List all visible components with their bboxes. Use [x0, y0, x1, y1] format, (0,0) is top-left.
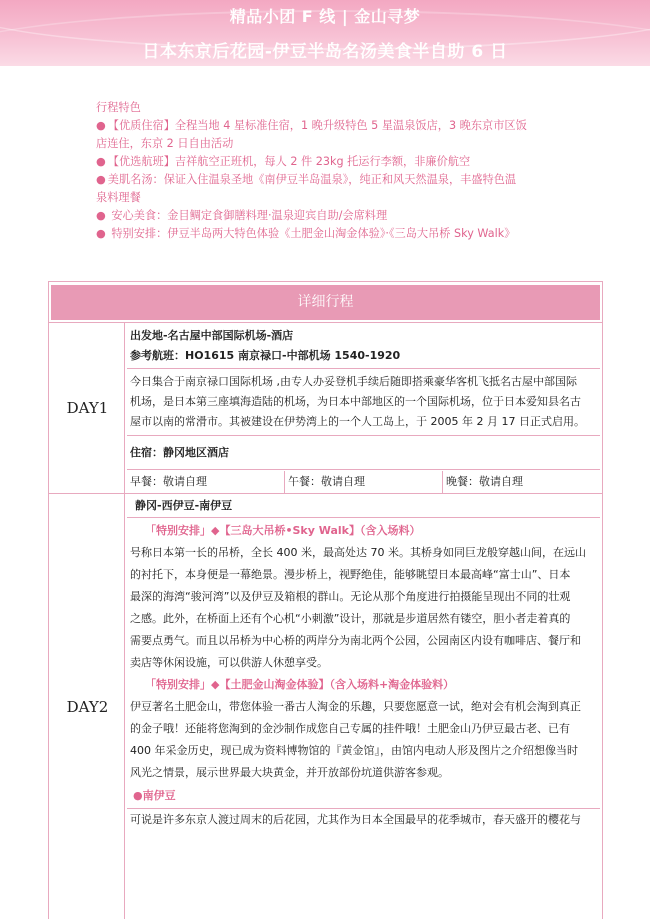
features-section: [96, 99, 566, 243]
day1-route: 出发地-名古屋中部国际机场-酒店: [130, 329, 294, 342]
day1-flight: 参考航班：HO1615 南京禄口-中部机场 1540-1920: [130, 349, 401, 362]
feature-text: 安心美食：金目鲷定食御膳料理·温泉迎宾自助/会席料理: [107, 209, 388, 222]
feature-line: [96, 117, 566, 135]
text-line: 号称日本第一长的吊桥，全长 400 米，最高处达 70 米。其桥身如同巨龙般穿越山间，在远山: [130, 546, 586, 559]
day2-route: 静冈-西伊豆-南伊豆: [127, 494, 600, 518]
feature-line: [96, 171, 566, 189]
special-arrangement-text: [127, 542, 600, 674]
text-line: 需要点勇气。而且以吊桥为中心桥的两岸分为南北两个公园，公园南区内设有咖啡店、餐厅和: [130, 634, 581, 647]
feature-line: [96, 153, 566, 171]
bullet: ●: [96, 209, 106, 222]
text-line: 可说是许多东京人渡过周末的后花园，尤其作为日本全国最早的花季城市，春天盛开的樱花与: [130, 813, 581, 826]
text-line: 风光之情景，展示世界最大块黄金，并开放部份坑道供游客参观。: [130, 766, 449, 779]
hotel-text: 住宿：静冈地区酒店: [130, 446, 229, 459]
text-line: 机场，是日本第三座填海造陆的机场，为日本中部地区的一个国际机场，位于日本爱知县名古: [130, 395, 581, 408]
dinner: 晚餐：敬请自理: [446, 475, 523, 488]
day1-label: DAY1: [51, 323, 125, 493]
text-line: 的衬托下，本身便是一幕绝景。漫步桥上，视野绝佳，能够眺望日本最高峰“富士山”、日本: [130, 568, 571, 581]
feature-text: 店连住，东京 2 日自由活动: [96, 137, 234, 150]
day1-meals: [127, 471, 600, 493]
day1-header: [127, 323, 600, 369]
feature-text: 【优质住宿】全程当地 4 星标准住宿，1 晚升级特色 5 星温泉饭店，3 晚东京市区饭: [107, 119, 527, 132]
bullet: ●: [96, 227, 106, 240]
header-banner: [0, 0, 650, 66]
bullet: ●: [96, 119, 106, 132]
text-line: 的金子哦！还能将您淘到的金沙制作成您自己专属的挂件哦！土肥金山乃伊豆最古老、已有: [130, 722, 570, 735]
tour-title: 日本东京后花园-伊豆半岛名汤美食半自助 6 日: [142, 42, 508, 62]
feature-text: 特别安排：伊豆半岛两大特色体验《土肥金山淘金体验》·《三岛大吊桥 Sky Walk》: [107, 227, 516, 240]
lunch: 午餐：敬请自理: [285, 471, 443, 493]
feature-line: [96, 135, 566, 153]
breakfast: 早餐：敬请自理: [127, 471, 285, 493]
feature-line: [96, 225, 566, 243]
section-subhead: ●南伊豆: [133, 789, 176, 802]
day2-content: [127, 494, 600, 919]
feature-text: 【优选航班】吉祥航空正班机，每人 2 件 23kg 托运行李额，非廉价航空: [107, 155, 471, 168]
special-arrangement-text: [127, 696, 600, 784]
tour-subtitle: 精品小团 F 线 | 金山寻梦: [229, 7, 421, 26]
itinerary-table: [48, 281, 603, 919]
text-line: 今日集合于南京禄口国际机场 ,由专人办妥登机手续后随即搭乘豪华客机飞抵名古屋中部国际: [130, 375, 577, 388]
text-line: 屋市以南的常滑市。其被建设在伊势湾上的一个人工岛上，于 2005 年 2 月 17 日正式启用。: [130, 415, 585, 428]
itinerary-heading: 详细行程: [51, 285, 600, 320]
day1-content: [127, 323, 600, 493]
feature-line: [96, 189, 566, 207]
bullet: ●: [96, 155, 106, 168]
day2-label: DAY2: [51, 494, 125, 919]
feature-text: 泉料理餐: [96, 191, 141, 204]
feature-text: 美肌名汤：保证入住温泉圣地《南伊豆半岛温泉》，纯正和风天然温泉，丰盛特色温: [107, 173, 517, 186]
text-line: 伊豆著名土肥金山，带您体验一番古人淘金的乐趣，只要您愿意一试，绝对会有机会淘到真正: [130, 700, 581, 713]
text-line: 400 年采金历史，现已成为资料博物馆的『黄金馆』，由馆内电动人形及图片之介绍想像当时: [130, 744, 578, 757]
bullet: ●: [96, 173, 106, 186]
feature-line: [96, 207, 566, 225]
day1-hotel: [127, 436, 600, 470]
text-line: 卖店等休闲设施，可以供游人休憩享受。: [130, 656, 328, 669]
text-line: 之感。此外，在桥面上还有个心机“小刺激”设计，那就是步道居然有镂空，胆小者走着真的: [130, 612, 571, 625]
special-arrangement-title: 「特别安排」◆【土肥金山淘金体验】（含入场料+淘金体验料）: [145, 678, 455, 691]
text-line: 最深的海湾“骏河湾”以及伊豆及箱根的群山。无论从那个角度进行拍摄能呈现出不同的壮观: [130, 590, 571, 603]
day1-description: [127, 369, 600, 436]
section-text: [127, 808, 600, 831]
special-arrangement-title: 「特别安排」◆【三岛大吊桥•Sky Walk】（含入场料）: [145, 524, 421, 537]
features-title: 行程特色: [96, 101, 141, 114]
